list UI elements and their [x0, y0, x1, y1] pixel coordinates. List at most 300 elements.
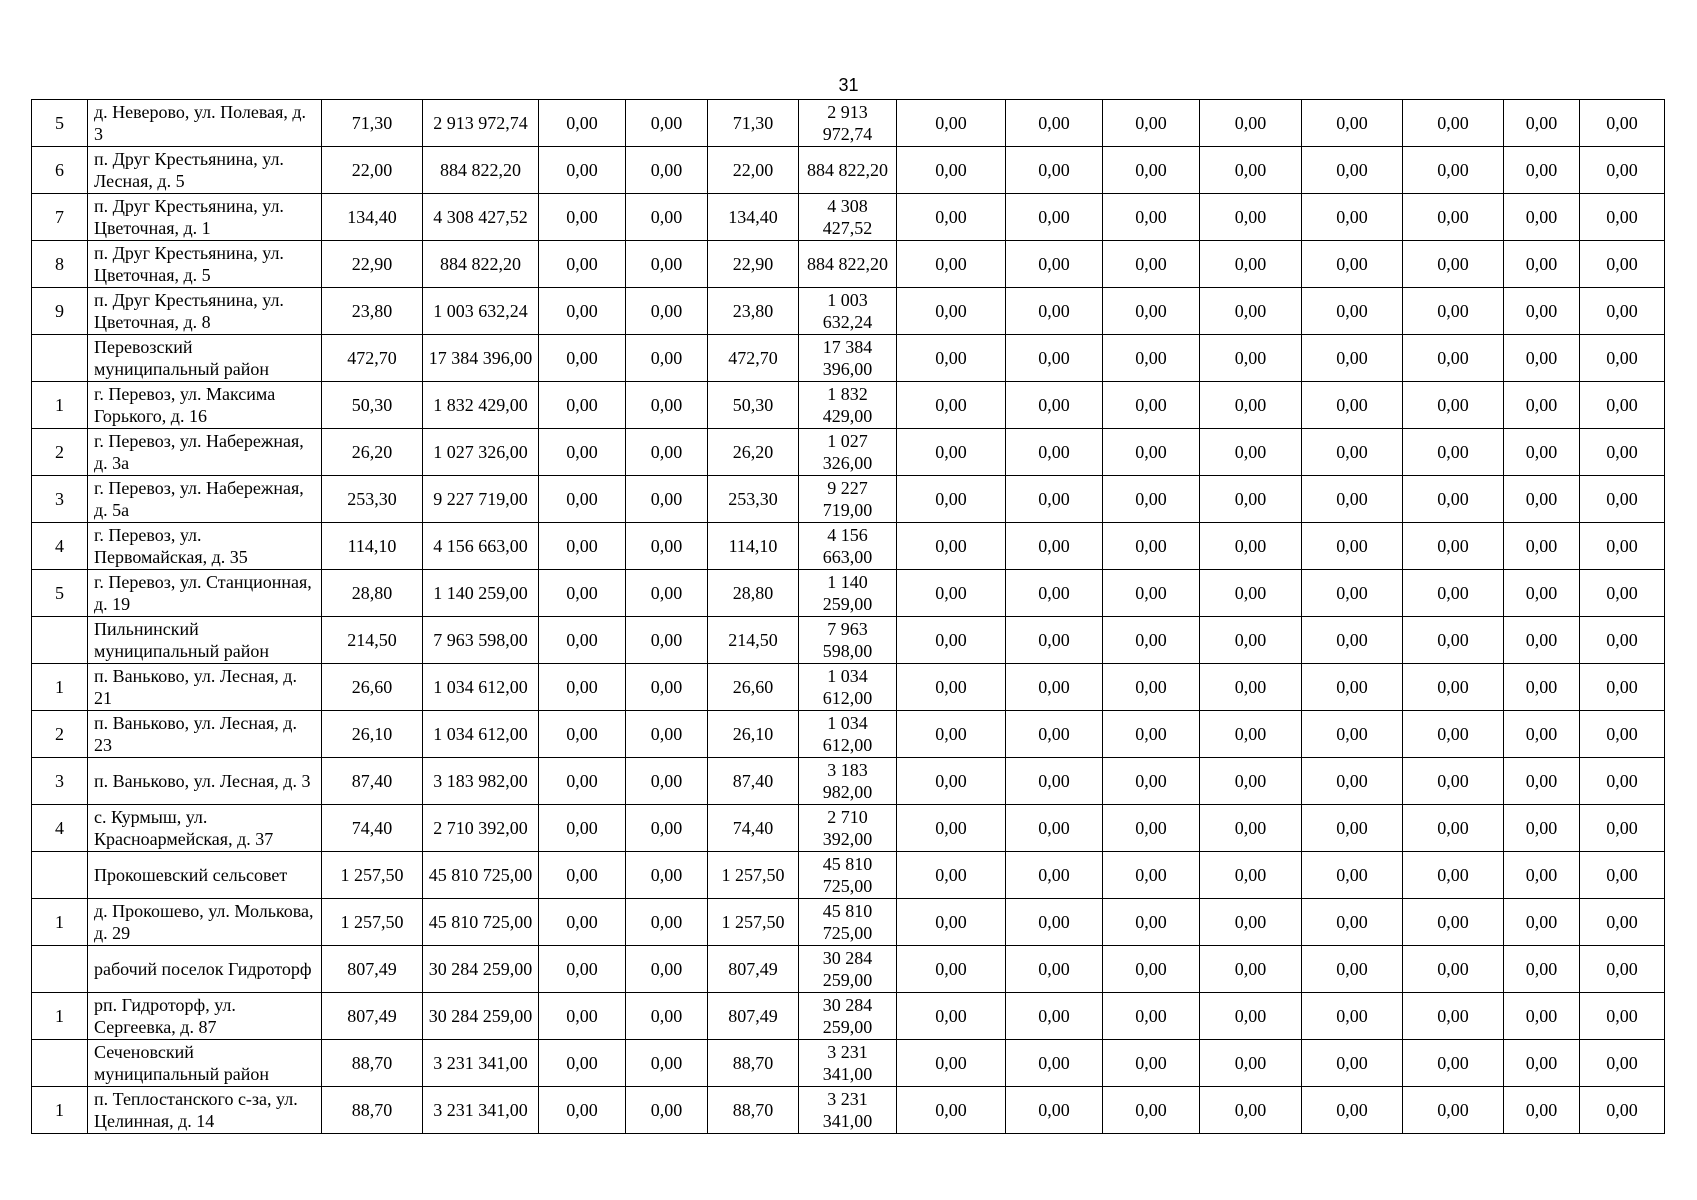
value-cell: 0,00	[897, 946, 1006, 993]
table-body	[32, 100, 1665, 1134]
value-cell: 0,00	[1403, 100, 1504, 147]
value-cell: 0,00	[1403, 523, 1504, 570]
district-subtotal-row	[32, 946, 1665, 993]
cost-cell: 1 034 612,00	[799, 664, 897, 711]
value-cell: 0,00	[1403, 664, 1504, 711]
value-cell: 0,00	[539, 664, 626, 711]
cost-cell: 1 027 326,00	[799, 429, 897, 476]
value-cell: 0,00	[1302, 100, 1403, 147]
value-cell: 0,00	[1103, 1087, 1200, 1134]
value-cell: 0,00	[1580, 476, 1665, 523]
cost-cell: 30 284 259,00	[799, 993, 897, 1040]
cost-cell: 1 832 429,00	[799, 382, 897, 429]
value-cell: 0,00	[1302, 711, 1403, 758]
area-cell: 214,50	[708, 617, 799, 664]
value-cell: 0,00	[1006, 1040, 1103, 1087]
value-cell: 0,00	[626, 852, 708, 899]
value-cell: 0,00	[539, 476, 626, 523]
table-row	[32, 476, 1665, 523]
value-cell: 0,00	[1403, 1087, 1504, 1134]
value-cell: 0,00	[1006, 664, 1103, 711]
value-cell: 0,00	[539, 241, 626, 288]
table-row	[32, 523, 1665, 570]
area-cell: 1 257,50	[708, 852, 799, 899]
value-cell: 0,00	[539, 899, 626, 946]
area-cell: 472,70	[322, 335, 423, 382]
value-cell: 0,00	[1504, 476, 1580, 523]
value-cell: 0,00	[1302, 194, 1403, 241]
value-cell: 0,00	[1103, 382, 1200, 429]
value-cell: 0,00	[1006, 899, 1103, 946]
value-cell: 0,00	[1200, 429, 1302, 476]
area-cell: 807,49	[322, 993, 423, 1040]
address-cell: г. Перевоз, ул. Максима Горького, д. 16	[88, 382, 322, 429]
value-cell: 0,00	[1302, 664, 1403, 711]
area-cell: 253,30	[322, 476, 423, 523]
value-cell: 0,00	[1200, 476, 1302, 523]
value-cell: 0,00	[1200, 711, 1302, 758]
area-cell: 22,90	[322, 241, 423, 288]
value-cell: 0,00	[539, 946, 626, 993]
area-cell: 807,49	[322, 946, 423, 993]
address-cell: п. Друг Крестьянина, ул. Лесная, д. 5	[88, 147, 322, 194]
value-cell: 0,00	[1200, 946, 1302, 993]
value-cell: 0,00	[1504, 1040, 1580, 1087]
value-cell: 0,00	[1302, 429, 1403, 476]
cost-cell: 45 810 725,00	[799, 899, 897, 946]
value-cell: 0,00	[626, 570, 708, 617]
value-cell: 0,00	[897, 194, 1006, 241]
area-cell: 26,20	[322, 429, 423, 476]
value-cell: 0,00	[1006, 711, 1103, 758]
value-cell: 0,00	[539, 429, 626, 476]
value-cell: 0,00	[897, 382, 1006, 429]
value-cell: 0,00	[1403, 852, 1504, 899]
table-row	[32, 570, 1665, 617]
value-cell: 0,00	[1006, 946, 1103, 993]
value-cell: 0,00	[626, 194, 708, 241]
value-cell: 0,00	[1580, 241, 1665, 288]
value-cell: 0,00	[897, 241, 1006, 288]
value-cell: 0,00	[1103, 194, 1200, 241]
value-cell: 0,00	[1403, 147, 1504, 194]
value-cell: 0,00	[1103, 805, 1200, 852]
value-cell: 0,00	[1580, 523, 1665, 570]
value-cell: 0,00	[1403, 946, 1504, 993]
row-number-cell: 5	[32, 570, 88, 617]
area-cell: 23,80	[708, 288, 799, 335]
value-cell: 0,00	[1200, 147, 1302, 194]
value-cell: 0,00	[626, 946, 708, 993]
area-cell: 74,40	[708, 805, 799, 852]
value-cell: 0,00	[1302, 476, 1403, 523]
value-cell: 0,00	[626, 523, 708, 570]
value-cell: 0,00	[1504, 1087, 1580, 1134]
value-cell: 0,00	[1200, 194, 1302, 241]
address-cell: п. Друг Крестьянина, ул. Цветочная, д. 5	[88, 241, 322, 288]
cost-cell: 30 284 259,00	[423, 946, 539, 993]
table-row	[32, 288, 1665, 335]
value-cell: 0,00	[1302, 993, 1403, 1040]
address-cell: п. Ваньково, ул. Лесная, д. 3	[88, 758, 322, 805]
address-cell: рабочий поселок Гидроторф	[88, 946, 322, 993]
row-number-cell	[32, 946, 88, 993]
area-cell: 26,20	[708, 429, 799, 476]
value-cell: 0,00	[1302, 852, 1403, 899]
area-cell: 23,80	[322, 288, 423, 335]
value-cell: 0,00	[1103, 288, 1200, 335]
area-cell: 28,80	[322, 570, 423, 617]
value-cell: 0,00	[626, 382, 708, 429]
area-cell: 71,30	[708, 100, 799, 147]
district-subtotal-row	[32, 617, 1665, 664]
cost-cell: 1 034 612,00	[423, 711, 539, 758]
value-cell: 0,00	[539, 1087, 626, 1134]
cost-cell: 1 140 259,00	[799, 570, 897, 617]
cost-cell: 2 710 392,00	[423, 805, 539, 852]
cost-cell: 3 231 341,00	[423, 1087, 539, 1134]
value-cell: 0,00	[1302, 617, 1403, 664]
value-cell: 0,00	[1200, 523, 1302, 570]
value-cell: 0,00	[1403, 288, 1504, 335]
value-cell: 0,00	[1103, 241, 1200, 288]
address-cell: п. Теплостанского с-за, ул. Целинная, д. 14	[88, 1087, 322, 1134]
value-cell: 0,00	[539, 1040, 626, 1087]
value-cell: 0,00	[539, 570, 626, 617]
area-cell: 22,90	[708, 241, 799, 288]
value-cell: 0,00	[1006, 241, 1103, 288]
value-cell: 0,00	[897, 429, 1006, 476]
area-cell: 22,00	[322, 147, 423, 194]
value-cell: 0,00	[1200, 758, 1302, 805]
cost-cell: 4 156 663,00	[423, 523, 539, 570]
value-cell: 0,00	[897, 288, 1006, 335]
cost-cell: 7 963 598,00	[423, 617, 539, 664]
row-number-cell: 4	[32, 523, 88, 570]
value-cell: 0,00	[897, 852, 1006, 899]
area-cell: 71,30	[322, 100, 423, 147]
value-cell: 0,00	[1103, 758, 1200, 805]
value-cell: 0,00	[1504, 523, 1580, 570]
value-cell: 0,00	[1103, 100, 1200, 147]
row-number-cell	[32, 617, 88, 664]
value-cell: 0,00	[539, 382, 626, 429]
value-cell: 0,00	[1200, 664, 1302, 711]
value-cell: 0,00	[1504, 241, 1580, 288]
value-cell: 0,00	[539, 805, 626, 852]
address-cell: г. Перевоз, ул. Набережная, д. 5а	[88, 476, 322, 523]
value-cell: 0,00	[626, 805, 708, 852]
table-row	[32, 664, 1665, 711]
area-cell: 88,70	[708, 1087, 799, 1134]
value-cell: 0,00	[539, 100, 626, 147]
value-cell: 0,00	[1580, 711, 1665, 758]
row-number-cell: 5	[32, 100, 88, 147]
value-cell: 0,00	[897, 523, 1006, 570]
value-cell: 0,00	[897, 711, 1006, 758]
value-cell: 0,00	[1200, 617, 1302, 664]
value-cell: 0,00	[1006, 382, 1103, 429]
value-cell: 0,00	[1504, 711, 1580, 758]
value-cell: 0,00	[1103, 664, 1200, 711]
row-number-cell: 7	[32, 194, 88, 241]
area-cell: 87,40	[708, 758, 799, 805]
cost-cell: 17 384 396,00	[799, 335, 897, 382]
value-cell: 0,00	[1580, 993, 1665, 1040]
value-cell: 0,00	[539, 147, 626, 194]
value-cell: 0,00	[897, 570, 1006, 617]
cost-cell: 3 231 341,00	[799, 1087, 897, 1134]
value-cell: 0,00	[1006, 147, 1103, 194]
value-cell: 0,00	[1302, 288, 1403, 335]
area-cell: 26,60	[708, 664, 799, 711]
cost-cell: 45 810 725,00	[423, 852, 539, 899]
area-cell: 472,70	[708, 335, 799, 382]
area-cell: 74,40	[322, 805, 423, 852]
cost-cell: 884 822,20	[423, 241, 539, 288]
value-cell: 0,00	[1302, 382, 1403, 429]
value-cell: 0,00	[626, 147, 708, 194]
value-cell: 0,00	[1403, 570, 1504, 617]
value-cell: 0,00	[626, 100, 708, 147]
value-cell: 0,00	[1302, 570, 1403, 617]
value-cell: 0,00	[1403, 1040, 1504, 1087]
row-number-cell: 2	[32, 711, 88, 758]
value-cell: 0,00	[1200, 570, 1302, 617]
value-cell: 0,00	[1504, 664, 1580, 711]
value-cell: 0,00	[1103, 899, 1200, 946]
value-cell: 0,00	[1403, 805, 1504, 852]
value-cell: 0,00	[1504, 805, 1580, 852]
value-cell: 0,00	[897, 805, 1006, 852]
cost-cell: 3 183 982,00	[423, 758, 539, 805]
area-cell: 88,70	[322, 1040, 423, 1087]
value-cell: 0,00	[1580, 100, 1665, 147]
address-cell: д. Прокошево, ул. Молькова, д. 29	[88, 899, 322, 946]
table-row	[32, 1087, 1665, 1134]
page-number: 31	[838, 75, 859, 95]
table-row	[32, 711, 1665, 758]
row-number-cell	[32, 1040, 88, 1087]
row-number-cell: 3	[32, 476, 88, 523]
value-cell: 0,00	[1302, 946, 1403, 993]
value-cell: 0,00	[1006, 570, 1103, 617]
address-cell: д. Неверово, ул. Полевая, д. 3	[88, 100, 322, 147]
area-cell: 50,30	[708, 382, 799, 429]
value-cell: 0,00	[1403, 711, 1504, 758]
value-cell: 0,00	[1504, 570, 1580, 617]
value-cell: 0,00	[1302, 1040, 1403, 1087]
value-cell: 0,00	[1504, 100, 1580, 147]
value-cell: 0,00	[1580, 570, 1665, 617]
area-cell: 88,70	[322, 1087, 423, 1134]
cost-cell: 17 384 396,00	[423, 335, 539, 382]
value-cell: 0,00	[626, 335, 708, 382]
value-cell: 0,00	[1580, 288, 1665, 335]
area-cell: 114,10	[322, 523, 423, 570]
value-cell: 0,00	[1200, 382, 1302, 429]
value-cell: 0,00	[1504, 335, 1580, 382]
value-cell: 0,00	[1103, 1040, 1200, 1087]
value-cell: 0,00	[1580, 946, 1665, 993]
value-cell: 0,00	[1006, 805, 1103, 852]
row-number-cell: 9	[32, 288, 88, 335]
area-cell: 50,30	[322, 382, 423, 429]
value-cell: 0,00	[1403, 382, 1504, 429]
value-cell: 0,00	[1580, 147, 1665, 194]
value-cell: 0,00	[1200, 241, 1302, 288]
table-row	[32, 758, 1665, 805]
value-cell: 0,00	[626, 429, 708, 476]
address-cell: п. Друг Крестьянина, ул. Цветочная, д. 1	[88, 194, 322, 241]
area-cell: 26,60	[322, 664, 423, 711]
value-cell: 0,00	[1403, 429, 1504, 476]
row-number-cell	[32, 335, 88, 382]
value-cell: 0,00	[1580, 758, 1665, 805]
value-cell: 0,00	[1006, 617, 1103, 664]
address-cell: Прокошевский сельсовет	[88, 852, 322, 899]
value-cell: 0,00	[1302, 805, 1403, 852]
cost-cell: 4 308 427,52	[423, 194, 539, 241]
value-cell: 0,00	[897, 335, 1006, 382]
cost-cell: 1 003 632,24	[423, 288, 539, 335]
value-cell: 0,00	[1403, 335, 1504, 382]
address-cell: Пильнинский муниципальный район	[88, 617, 322, 664]
value-cell: 0,00	[1200, 335, 1302, 382]
value-cell: 0,00	[1580, 1087, 1665, 1134]
value-cell: 0,00	[897, 1087, 1006, 1134]
row-number-cell: 1	[32, 993, 88, 1040]
area-cell: 87,40	[322, 758, 423, 805]
row-number-cell: 1	[32, 382, 88, 429]
value-cell: 0,00	[1103, 570, 1200, 617]
value-cell: 0,00	[1103, 711, 1200, 758]
value-cell: 0,00	[1006, 194, 1103, 241]
area-cell: 114,10	[708, 523, 799, 570]
table-row	[32, 805, 1665, 852]
area-cell: 134,40	[322, 194, 423, 241]
value-cell: 0,00	[1580, 664, 1665, 711]
address-cell: г. Перевоз, ул. Первомайская, д. 35	[88, 523, 322, 570]
value-cell: 0,00	[1103, 993, 1200, 1040]
row-number-cell: 1	[32, 899, 88, 946]
row-number-cell: 2	[32, 429, 88, 476]
value-cell: 0,00	[1103, 523, 1200, 570]
address-cell: рп. Гидроторф, ул. Сергеевка, д. 87	[88, 993, 322, 1040]
value-cell: 0,00	[1006, 523, 1103, 570]
value-cell: 0,00	[1403, 758, 1504, 805]
table-row	[32, 993, 1665, 1040]
table-row	[32, 382, 1665, 429]
cost-cell: 30 284 259,00	[423, 993, 539, 1040]
cost-cell: 4 156 663,00	[799, 523, 897, 570]
value-cell: 0,00	[1103, 852, 1200, 899]
cost-cell: 1 003 632,24	[799, 288, 897, 335]
cost-cell: 3 183 982,00	[799, 758, 897, 805]
value-cell: 0,00	[1200, 100, 1302, 147]
value-cell: 0,00	[626, 1040, 708, 1087]
value-cell: 0,00	[1200, 899, 1302, 946]
table-row	[32, 241, 1665, 288]
cost-cell: 884 822,20	[423, 147, 539, 194]
value-cell: 0,00	[1302, 1087, 1403, 1134]
value-cell: 0,00	[1580, 382, 1665, 429]
value-cell: 0,00	[1006, 100, 1103, 147]
cost-cell: 884 822,20	[799, 241, 897, 288]
value-cell: 0,00	[1006, 1087, 1103, 1134]
district-subtotal-row	[32, 1040, 1665, 1087]
value-cell: 0,00	[539, 194, 626, 241]
value-cell: 0,00	[539, 711, 626, 758]
value-cell: 0,00	[1580, 429, 1665, 476]
value-cell: 0,00	[626, 476, 708, 523]
cost-cell: 3 231 341,00	[423, 1040, 539, 1087]
value-cell: 0,00	[1006, 429, 1103, 476]
value-cell: 0,00	[1006, 852, 1103, 899]
cost-cell: 4 308 427,52	[799, 194, 897, 241]
value-cell: 0,00	[1103, 335, 1200, 382]
value-cell: 0,00	[1103, 476, 1200, 523]
district-subtotal-row	[32, 335, 1665, 382]
table-row	[32, 147, 1665, 194]
value-cell: 0,00	[1504, 993, 1580, 1040]
value-cell: 0,00	[626, 617, 708, 664]
cost-cell: 2 913 972,74	[423, 100, 539, 147]
value-cell: 0,00	[1006, 476, 1103, 523]
value-cell: 0,00	[1200, 1087, 1302, 1134]
cost-cell: 45 810 725,00	[423, 899, 539, 946]
value-cell: 0,00	[897, 100, 1006, 147]
area-cell: 22,00	[708, 147, 799, 194]
address-cell: Перевозский муниципальный район	[88, 335, 322, 382]
value-cell: 0,00	[897, 617, 1006, 664]
value-cell: 0,00	[1302, 523, 1403, 570]
area-cell: 28,80	[708, 570, 799, 617]
value-cell: 0,00	[1103, 429, 1200, 476]
area-cell: 1 257,50	[708, 899, 799, 946]
area-cell: 253,30	[708, 476, 799, 523]
cost-cell: 7 963 598,00	[799, 617, 897, 664]
value-cell: 0,00	[1200, 993, 1302, 1040]
value-cell: 0,00	[539, 523, 626, 570]
value-cell: 0,00	[1103, 946, 1200, 993]
value-cell: 0,00	[539, 335, 626, 382]
table-row	[32, 194, 1665, 241]
value-cell: 0,00	[1504, 288, 1580, 335]
value-cell: 0,00	[1200, 1040, 1302, 1087]
value-cell: 0,00	[539, 617, 626, 664]
buildings-table	[31, 99, 1665, 1134]
address-cell: п. Ваньково, ул. Лесная, д. 23	[88, 711, 322, 758]
row-number-cell: 4	[32, 805, 88, 852]
value-cell: 0,00	[1580, 852, 1665, 899]
value-cell: 0,00	[1580, 335, 1665, 382]
value-cell: 0,00	[1006, 288, 1103, 335]
address-cell: г. Перевоз, ул. Станционная, д. 19	[88, 570, 322, 617]
district-subtotal-row	[32, 852, 1665, 899]
value-cell: 0,00	[539, 993, 626, 1040]
value-cell: 0,00	[1302, 335, 1403, 382]
value-cell: 0,00	[897, 758, 1006, 805]
value-cell: 0,00	[626, 993, 708, 1040]
value-cell: 0,00	[1504, 429, 1580, 476]
value-cell: 0,00	[1580, 617, 1665, 664]
value-cell: 0,00	[897, 899, 1006, 946]
value-cell: 0,00	[626, 711, 708, 758]
value-cell: 0,00	[1504, 852, 1580, 899]
value-cell: 0,00	[626, 241, 708, 288]
area-cell: 214,50	[322, 617, 423, 664]
